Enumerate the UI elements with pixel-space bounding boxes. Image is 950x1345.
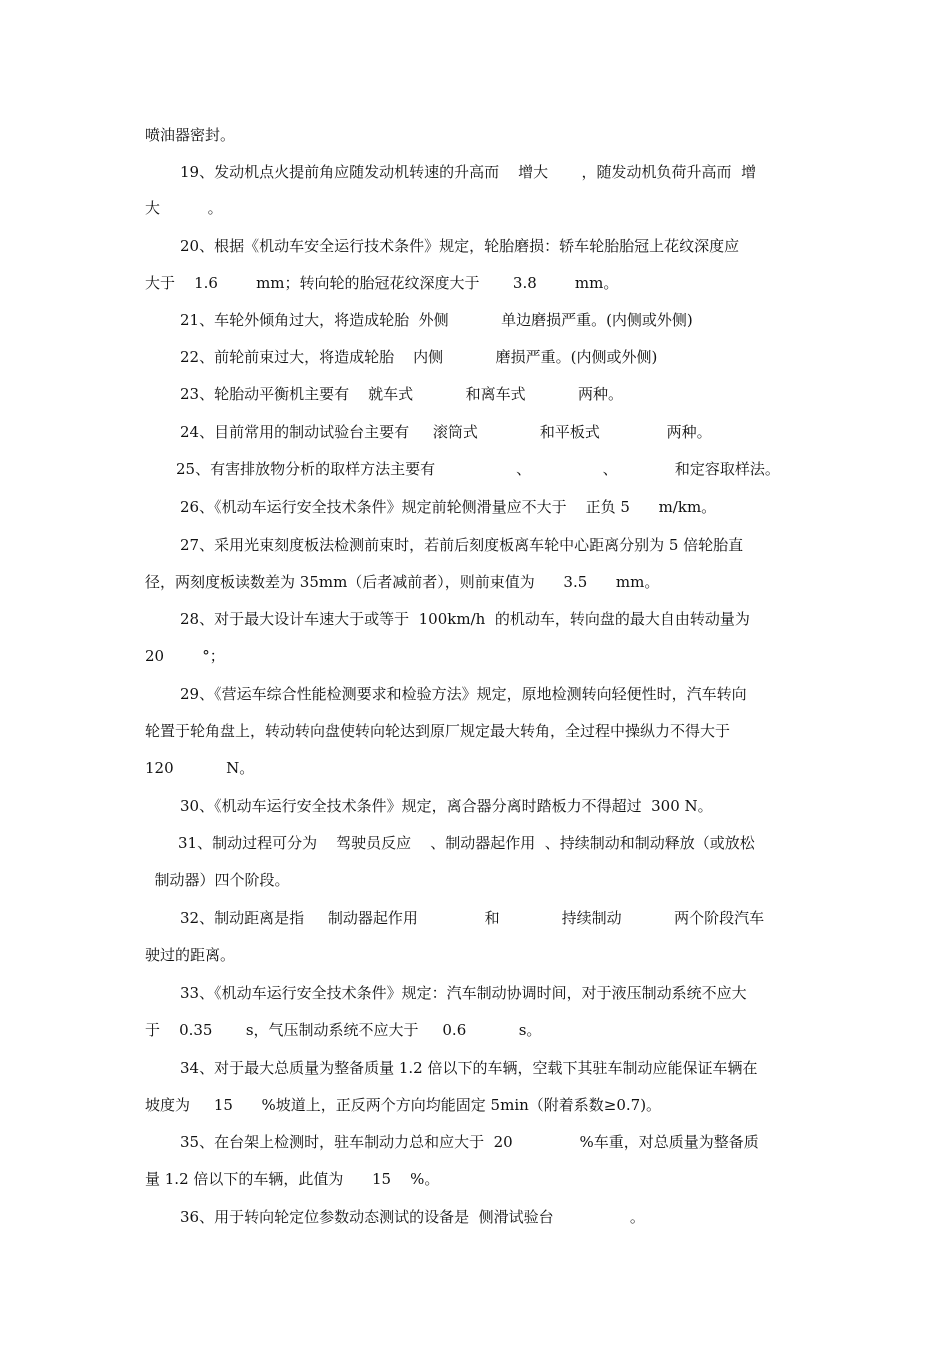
text-line: 22、前轮前束过大，将造成轮胎 内侧 磨损严重。(内侧或外侧) bbox=[180, 348, 658, 366]
text-line: 28、对于最大设计车速大于或等于 100km/h 的机动车，转向盘的最大自由转动量为 bbox=[180, 610, 750, 628]
text-line: 喷油器密封。 bbox=[145, 126, 236, 144]
text-line: 轮置于轮角盘上，转动转向盘使转向轮达到原厂规定最大转角，全过程中操纵力不得大于 bbox=[145, 722, 731, 740]
text-line: 20 °； bbox=[145, 647, 225, 665]
text-line: 26、《机动车运行安全技术条件》规定前轮侧滑量应不大于 正负 5 m/km。 bbox=[180, 498, 717, 516]
text-line: 于 0.35 s，气压制动系统不应大于 0.6 s。 bbox=[145, 1021, 542, 1039]
text-line: 29、《营运车综合性能检测要求和检验方法》规定，原地检测转向轻便性时，汽车转向 bbox=[180, 685, 747, 703]
text-line: 20、根据《机动车安全运行技术条件》规定，轮胎磨损：轿车轮胎胎冠上花纹深度应 bbox=[180, 237, 740, 255]
text-line: 制动器）四个阶段。 bbox=[145, 871, 290, 889]
text-line: 24、目前常用的制动试验台主要有 滚筒式 和平板式 两种。 bbox=[180, 423, 712, 441]
text-line: 驶过的距离。 bbox=[145, 946, 236, 964]
text-line: 36、用于转向轮定位参数动态测试的设备是 侧滑试验台 。 bbox=[180, 1208, 645, 1226]
text-line: 35、在台架上检测时，驻车制动力总和应大于 20 %车重，对总质量为整备质 bbox=[180, 1133, 759, 1151]
text-line: 31、制动过程可分为 驾驶员反应 、制动器起作用 、持续制动和制动释放（或放松 bbox=[178, 834, 755, 852]
text-line: 大 。 bbox=[145, 199, 223, 217]
text-line: 30、《机动车运行安全技术条件》规定，离合器分离时踏板力不得超过 300 N。 bbox=[180, 797, 713, 815]
text-line: 32、制动距离是指 制动器起作用 和 持续制动 两个阶段汽车 bbox=[180, 909, 765, 927]
text-line: 34、对于最大总质量为整备质量 1.2 倍以下的车辆，空载下其驻车制动应能保证车辆在 bbox=[180, 1059, 758, 1077]
text-line: 25、有害排放物分析的取样方法主要有 、 、 和定容取样法。 bbox=[176, 460, 780, 478]
text-line: 坡度为 15 %坡道上，正反两个方向均能固定 5min（附着系数≥0.7)。 bbox=[145, 1096, 662, 1114]
text-line: 量 1.2 倍以下的车辆，此值为 15 %。 bbox=[145, 1170, 440, 1188]
text-line: 径，两刻度板读数差为 35mm（后者减前者），则前束值为 3.5 mm。 bbox=[145, 573, 660, 591]
text-line: 120 N。 bbox=[145, 759, 255, 777]
text-line: 33、《机动车运行安全技术条件》规定：汽车制动协调时间，对于液压制动系统不应大 bbox=[180, 984, 747, 1002]
text-line: 19、发动机点火提前角应随发动机转速的升高而 增大 ，随发动机负荷升高而 增 bbox=[180, 163, 757, 181]
text-line: 21、车轮外倾角过大，将造成轮胎 外侧 单边磨损严重。(内侧或外侧) bbox=[180, 311, 693, 329]
text-line: 大于 1.6 mm；转向轮的胎冠花纹深度大于 3.8 mm。 bbox=[145, 274, 619, 292]
text-line: 23、轮胎动平衡机主要有 就车式 和离车式 两种。 bbox=[180, 385, 624, 403]
text-line: 27、采用光束刻度板法检测前束时，若前后刻度板离车轮中心距离分别为 5 倍轮胎直 bbox=[180, 536, 744, 554]
